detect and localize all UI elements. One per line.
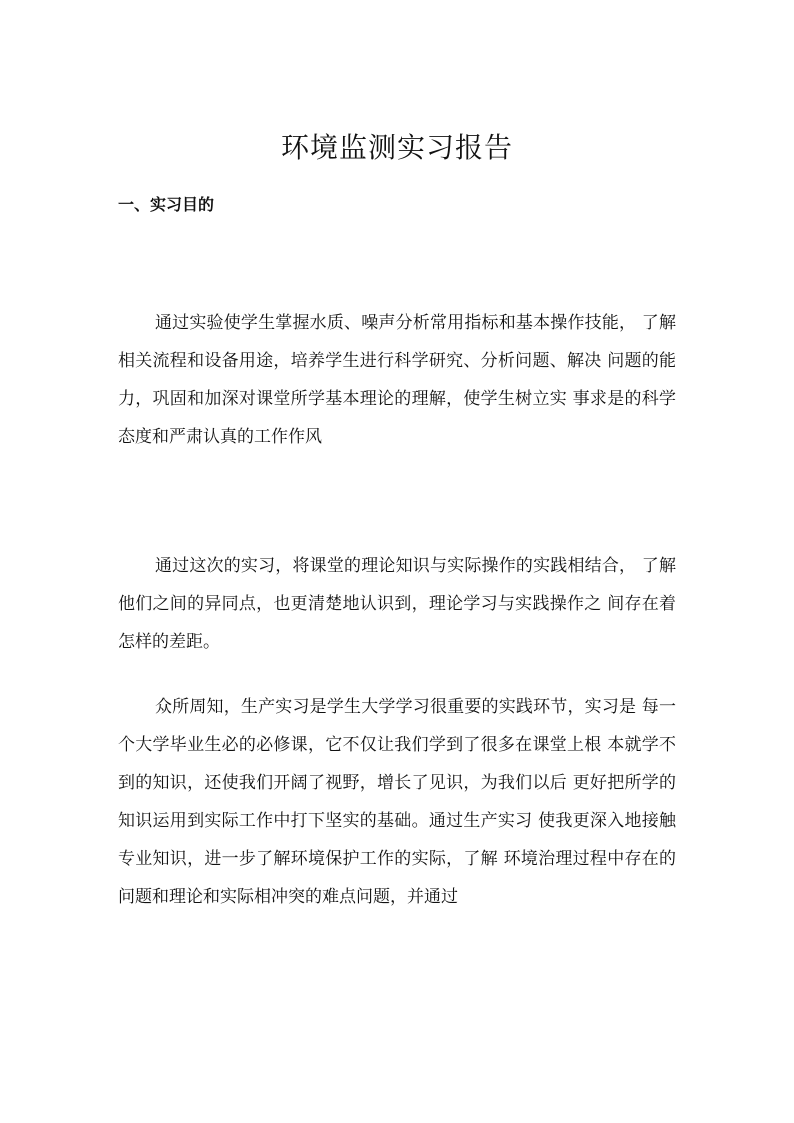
section-heading: 一、实习目的 <box>118 195 215 214</box>
paragraph-line: 力，巩固和加深对课堂所学基本理论的理解，使学生树立实 事求是的科学 <box>118 389 676 409</box>
paragraph-line: 知识运用到实际工作中打下坚实的基础。通过生产实习 使我更深入地接触 <box>118 811 676 831</box>
paragraph-line: 个大学毕业生必的必修课，它不仅让我们学到了很多在课堂上根 本就学不 <box>118 735 676 755</box>
document-title: 环境监测实习报告 <box>280 131 513 164</box>
paragraph-line: 众所周知，生产实习是学生大学学习很重要的实践环节，实习是 每一 <box>155 697 676 717</box>
paragraph-line: 态度和严肃认真的工作作风 <box>118 427 322 447</box>
paragraph-line: 通过实验使学生掌握水质、噪声分析常用指标和基本操作技能， 了解 <box>155 313 676 333</box>
paragraph-line: 专业知识，进一步了解环境保护工作的实际，了解 环境治理过程中存在的 <box>118 849 676 869</box>
paragraph-line: 怎样的差距。 <box>118 632 220 652</box>
paragraph-line: 问题和理论和实际相冲突的难点问题，并通过 <box>118 887 458 907</box>
paragraph-line: 他们之间的异同点，也更清楚地认识到，理论学习与实践操作之 间存在着 <box>118 594 676 614</box>
paragraph-line: 相关流程和设备用途，培养学生进行科学研究、分析问题、解决 问题的能 <box>118 351 676 371</box>
paragraph-line: 到的知识，还使我们开阔了视野，增长了见识，为我们以后 更好把所学的 <box>118 773 676 793</box>
paragraph-line: 通过这次的实习，将课堂的理论知识与实际操作的实践相结合， 了解 <box>155 556 676 576</box>
